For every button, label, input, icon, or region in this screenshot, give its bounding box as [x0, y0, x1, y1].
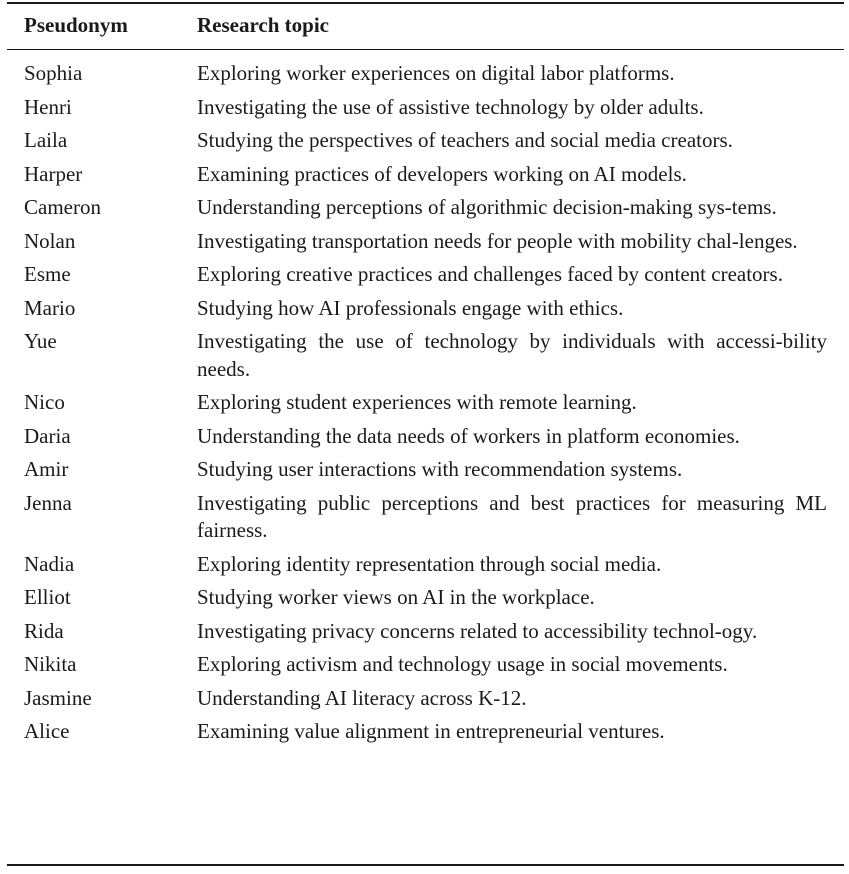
- pseudonym-cell: Yue: [24, 329, 57, 353]
- pseudonym-cell: Jasmine: [24, 685, 92, 710]
- research-topic-cell: Understanding the data needs of workers in platform economies.: [197, 423, 740, 448]
- pseudonym-cell: Mario: [24, 295, 76, 320]
- header-research-topic: Research topic: [197, 13, 329, 37]
- table-row: [7, 584, 844, 612]
- table-row: [7, 161, 844, 189]
- pseudonym-cell: Daria: [24, 423, 71, 448]
- table-top-rule: [7, 2, 844, 4]
- table-row: [7, 551, 844, 579]
- table-row: [7, 685, 844, 713]
- table-row: [7, 490, 844, 545]
- pseudonym-cell: Sophia: [24, 61, 83, 85]
- pseudonym-cell: Jenna: [24, 490, 72, 515]
- research-topic-cell: Studying worker views on AI in the workplace.: [197, 585, 595, 609]
- table-row: [7, 423, 844, 451]
- table-row: [7, 60, 844, 88]
- pseudonym-cell: Henri: [24, 94, 72, 119]
- research-topic-cell: Understanding AI literacy across K-12.: [197, 685, 527, 710]
- research-topic-cell: Investigating privacy concerns related to accessibility technol-ogy.: [197, 618, 758, 643]
- research-topic-cell: Studying how AI professionals engage with ethics.: [197, 295, 624, 320]
- pseudonym-cell: Nadia: [24, 551, 75, 576]
- pseudonym-cell: Cameron: [24, 195, 101, 219]
- table-row: [7, 456, 844, 484]
- table-row: [7, 389, 844, 417]
- pseudonym-cell: Alice: [24, 719, 70, 743]
- research-topic-cell: Understanding perceptions of algorithmic decision-making sys-tems.: [197, 195, 777, 219]
- pseudonym-cell: Nolan: [24, 228, 76, 253]
- table-row: [7, 295, 844, 323]
- pseudonym-cell: Laila: [24, 128, 68, 152]
- research-topic-cell: Studying user interactions with recommendation systems.: [197, 457, 683, 481]
- table-row: [7, 194, 844, 222]
- research-topic-cell: Studying the perspectives of teachers and social media creators.: [197, 128, 733, 152]
- pseudonym-cell: Rida: [24, 618, 64, 643]
- table-body: [7, 60, 844, 752]
- research-topic-cell: Exploring activism and technology usage in social movements.: [197, 652, 728, 676]
- table-bottom-rule: [7, 864, 844, 866]
- research-topic-cell: Exploring identity representation through social media.: [197, 551, 662, 576]
- pseudonym-cell: Elliot: [24, 585, 71, 609]
- table-header-row: [7, 10, 844, 40]
- table-row: [7, 127, 844, 155]
- table-row: [7, 228, 844, 256]
- header-pseudonym: Pseudonym: [24, 13, 128, 37]
- table-row: [7, 718, 844, 746]
- pseudonym-cell: Nikita: [24, 652, 77, 676]
- research-topic-cell: Investigating public perceptions and best practices for measuring ML fairness.: [197, 490, 827, 542]
- research-topic-cell: Investigating the use of technology by individuals with accessi-bility needs.: [197, 329, 827, 381]
- pseudonym-cell: Harper: [24, 161, 83, 186]
- research-topic-cell: Exploring creative practices and challenges faced by content creators.: [197, 262, 783, 286]
- pseudonym-cell: Nico: [24, 390, 65, 414]
- research-topic-cell: Exploring student experiences with remote learning.: [197, 390, 637, 414]
- research-topic-cell: Investigating the use of assistive technology by older adults.: [197, 94, 704, 119]
- table-row: [7, 328, 844, 383]
- research-topic-cell: Examining practices of developers working on AI models.: [197, 161, 687, 186]
- table-row: [7, 618, 844, 646]
- research-topic-cell: Examining value alignment in entrepreneurial ventures.: [197, 719, 665, 743]
- pseudonym-cell: Amir: [24, 457, 69, 481]
- table-header-rule: [7, 49, 844, 50]
- table-row: [7, 261, 844, 289]
- research-topic-cell: Exploring worker experiences on digital labor platforms.: [197, 61, 675, 85]
- pseudonym-cell: Esme: [24, 262, 71, 286]
- research-topic-cell: Investigating transportation needs for people with mobility chal-lenges.: [197, 228, 798, 253]
- table-row: [7, 651, 844, 679]
- table-row: [7, 94, 844, 122]
